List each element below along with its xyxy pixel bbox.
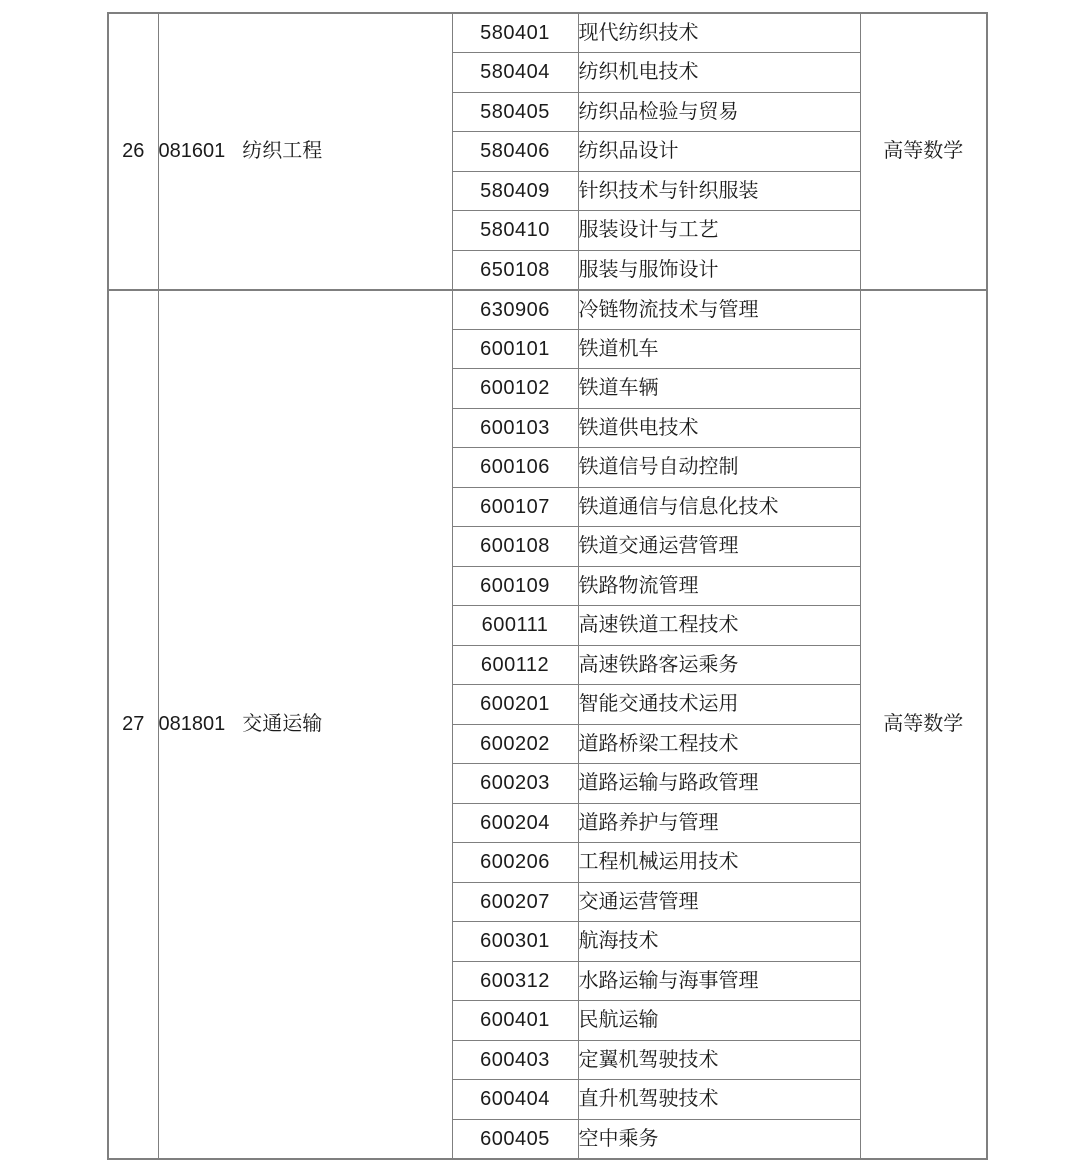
major-cell (158, 13, 452, 290)
specialty-name-cell: 定翼机驾驶技术 (578, 1040, 860, 1080)
specialty-code-cell: 600404 (452, 1080, 578, 1120)
specialty-code-cell: 600102 (452, 369, 578, 409)
specialty-code-cell: 600201 (452, 685, 578, 725)
specialty-code-cell: 600301 (452, 922, 578, 962)
specialty-code-cell: 600206 (452, 843, 578, 883)
major-name: 纺织工程 (242, 140, 323, 163)
specialty-code-cell: 600109 (452, 566, 578, 606)
specialty-code-cell: 600107 (452, 487, 578, 527)
specialty-row (108, 290, 987, 330)
specialty-name-cell: 铁道车辆 (578, 369, 860, 409)
specialty-name-cell: 铁道通信与信息化技术 (578, 487, 860, 527)
specialty-name-cell: 直升机驾驶技术 (578, 1080, 860, 1120)
specialty-code-cell: 600405 (452, 1119, 578, 1159)
specialty-code-cell: 580401 (452, 13, 578, 53)
major-name: 交通运输 (242, 713, 323, 735)
specialty-name-cell: 服装与服饰设计 (578, 250, 860, 290)
specialty-code-cell: 600103 (452, 408, 578, 448)
specialty-name-cell: 纺织品检验与贸易 (578, 92, 860, 132)
specialty-name-cell: 水路运输与海事管理 (578, 961, 860, 1001)
major-code: 081601 (158, 140, 226, 163)
specialty-name-cell: 道路运输与路政管理 (578, 764, 860, 804)
exam-subject-cell: 高等数学 (860, 13, 987, 290)
specialty-row (108, 13, 987, 53)
specialty-name-cell: 工程机械运用技术 (578, 843, 860, 883)
major-code: 081801 (158, 713, 226, 735)
specialty-code-cell: 600204 (452, 803, 578, 843)
specialty-code-cell: 580409 (452, 171, 578, 211)
specialty-name-cell: 道路桥梁工程技术 (578, 724, 860, 764)
specialty-code-cell: 600111 (452, 606, 578, 646)
specialty-name-cell: 高速铁路客运乘务 (578, 645, 860, 685)
specialty-name-cell: 铁道交通运营管理 (578, 527, 860, 567)
exam-subject-cell: 高等数学 (860, 290, 987, 1159)
specialty-code-cell: 600207 (452, 882, 578, 922)
specialty-code-cell: 600403 (452, 1040, 578, 1080)
specialty-name-cell: 铁道信号自动控制 (578, 448, 860, 488)
specialty-code-cell: 600312 (452, 961, 578, 1001)
specialty-name-cell: 现代纺织技术 (578, 13, 860, 53)
specialty-name-cell: 冷链物流技术与管理 (578, 290, 860, 330)
specialty-code-cell: 600106 (452, 448, 578, 488)
specialty-code-cell: 600202 (452, 724, 578, 764)
specialty-name-cell: 针织技术与针织服装 (578, 171, 860, 211)
specialty-code-cell: 580410 (452, 211, 578, 251)
row-number-cell: 27 (108, 290, 158, 1159)
specialty-code-cell: 580405 (452, 92, 578, 132)
major-cell (158, 290, 452, 1159)
specialty-code-cell: 600203 (452, 764, 578, 804)
specialty-name-cell: 纺织品设计 (578, 132, 860, 172)
majors-table (107, 12, 988, 1160)
specialty-name-cell: 铁道供电技术 (578, 408, 860, 448)
specialty-code-cell: 650108 (452, 250, 578, 290)
specialty-code-cell: 580406 (452, 132, 578, 172)
specialty-name-cell: 智能交通技术运用 (578, 685, 860, 725)
specialty-name-cell: 交通运营管理 (578, 882, 860, 922)
row-number-cell: 26 (108, 13, 158, 290)
specialty-name-cell: 民航运输 (578, 1001, 860, 1041)
specialty-name-cell: 高速铁道工程技术 (578, 606, 860, 646)
specialty-code-cell: 600101 (452, 329, 578, 369)
specialty-code-cell: 580404 (452, 53, 578, 93)
specialty-name-cell: 道路养护与管理 (578, 803, 860, 843)
specialty-name-cell: 铁道机车 (578, 329, 860, 369)
specialty-name-cell: 铁路物流管理 (578, 566, 860, 606)
specialty-name-cell: 空中乘务 (578, 1119, 860, 1159)
specialty-code-cell: 630906 (452, 290, 578, 330)
specialty-name-cell: 航海技术 (578, 922, 860, 962)
specialty-code-cell: 600112 (452, 645, 578, 685)
specialty-name-cell: 纺织机电技术 (578, 53, 860, 93)
specialty-code-cell: 600401 (452, 1001, 578, 1041)
document-page (107, 12, 988, 1160)
specialty-name-cell: 服装设计与工艺 (578, 211, 860, 251)
specialty-code-cell: 600108 (452, 527, 578, 567)
